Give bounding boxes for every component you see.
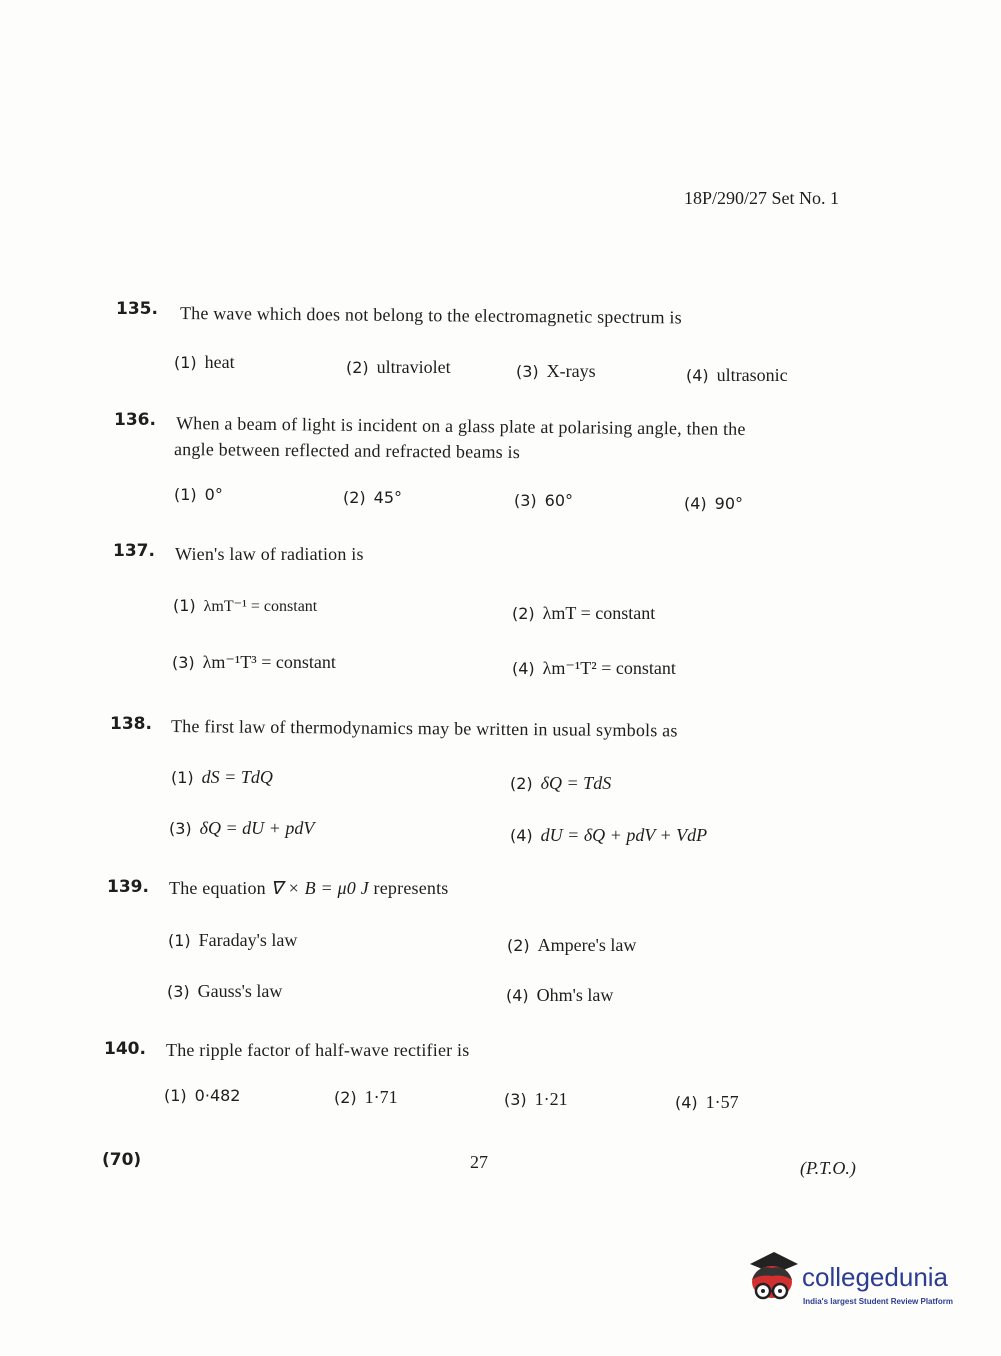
option-text: 1·57 (705, 1092, 739, 1112)
option-text: Ohm's law (536, 985, 614, 1005)
option-number: (1) (174, 353, 197, 372)
option-text: λmT = constant (542, 603, 656, 623)
option-number: (4) (684, 494, 707, 513)
option-number: (4) (675, 1093, 698, 1112)
question-text-line2: angle between reflected and refracted beams is (173, 439, 521, 463)
option-text: δQ = dU + pdV (199, 818, 315, 838)
pto-label: (P.T.O.) (800, 1158, 856, 1178)
question-number: 135. (116, 299, 158, 319)
option-text: λmT⁻¹ = constant (203, 598, 318, 615)
option-text: heat (204, 352, 235, 372)
option-number: (4) (686, 366, 709, 385)
option-text: 0° (204, 485, 223, 504)
question-text-line1: When a beam of light is incident on a glass plate at polarising angle, then the (175, 413, 746, 439)
option-number: (3) (516, 362, 539, 381)
option-number: (2) (346, 358, 369, 377)
option-number: (1) (173, 596, 196, 615)
collegedunia-mascot-icon (744, 1250, 800, 1308)
option-text: dS = TdQ (201, 767, 273, 787)
option-number: (2) (510, 774, 533, 793)
option-number: (2) (343, 488, 366, 507)
option-number: (1) (171, 768, 194, 787)
option-number: (3) (514, 491, 537, 510)
option-number: (3) (172, 653, 195, 672)
brand-logo-text: collegedunia (802, 1262, 949, 1292)
option-number: (4) (510, 826, 533, 845)
question-number: 139. (107, 877, 149, 897)
option-text: 1·21 (534, 1089, 568, 1109)
option-number: (3) (167, 982, 190, 1001)
option-number: (1) (174, 485, 197, 504)
option-number: (2) (334, 1088, 357, 1107)
paper-code: 18P/290/27 Set No. 1 (684, 188, 840, 208)
option-text: 0·482 (194, 1086, 241, 1105)
footer-left: (70) (102, 1150, 142, 1170)
option-text: λm⁻¹T³ = constant (202, 652, 336, 672)
option-number: (3) (169, 819, 192, 838)
question-number: 140. (104, 1039, 146, 1059)
option-text: 90° (714, 494, 744, 513)
question-text: Wien's law of radiation is (175, 544, 364, 564)
question-text-post: represents (373, 878, 449, 898)
question-text-pre: The equation (169, 878, 266, 898)
option-number: (1) (164, 1086, 187, 1105)
option-text: 60° (544, 491, 574, 510)
option-text: Ampere's law (537, 935, 637, 955)
option-number: (1) (168, 931, 191, 950)
option-number: (4) (506, 986, 529, 1005)
option-number: (2) (507, 936, 530, 955)
option-number: (3) (504, 1090, 527, 1109)
option-text: 45° (373, 488, 403, 507)
question-text (169, 878, 449, 899)
option-text: λm⁻¹T² = constant (542, 658, 676, 678)
option-text: ultraviolet (376, 357, 451, 377)
page-number: 27 (470, 1152, 488, 1172)
question-text: The ripple factor of half-wave rectifier is (166, 1040, 470, 1060)
option-number: (2) (512, 604, 535, 623)
question-text: The first law of thermodynamics may be written in usual symbols as (170, 716, 678, 741)
option-text: Gauss's law (197, 981, 283, 1001)
question-number: 137. (113, 541, 155, 561)
option-text: ultrasonic (716, 365, 788, 385)
question-number: 138. (110, 714, 152, 734)
option-text: Faraday's law (198, 930, 298, 950)
maxwell-equation: ∇ × B = μ0 J (270, 878, 369, 898)
question-text: The wave which does not belong to the electromagnetic spectrum is (179, 303, 682, 328)
brand-tagline: India's largest Student Review Platform (803, 1297, 953, 1306)
option-text: 1·71 (364, 1087, 398, 1107)
option-text: X-rays (546, 361, 596, 381)
option-text: δQ = TdS (540, 773, 612, 793)
question-number: 136. (114, 410, 156, 430)
option-text: dU = δQ + pdV + VdP (540, 825, 708, 845)
option-number: (4) (512, 659, 535, 678)
